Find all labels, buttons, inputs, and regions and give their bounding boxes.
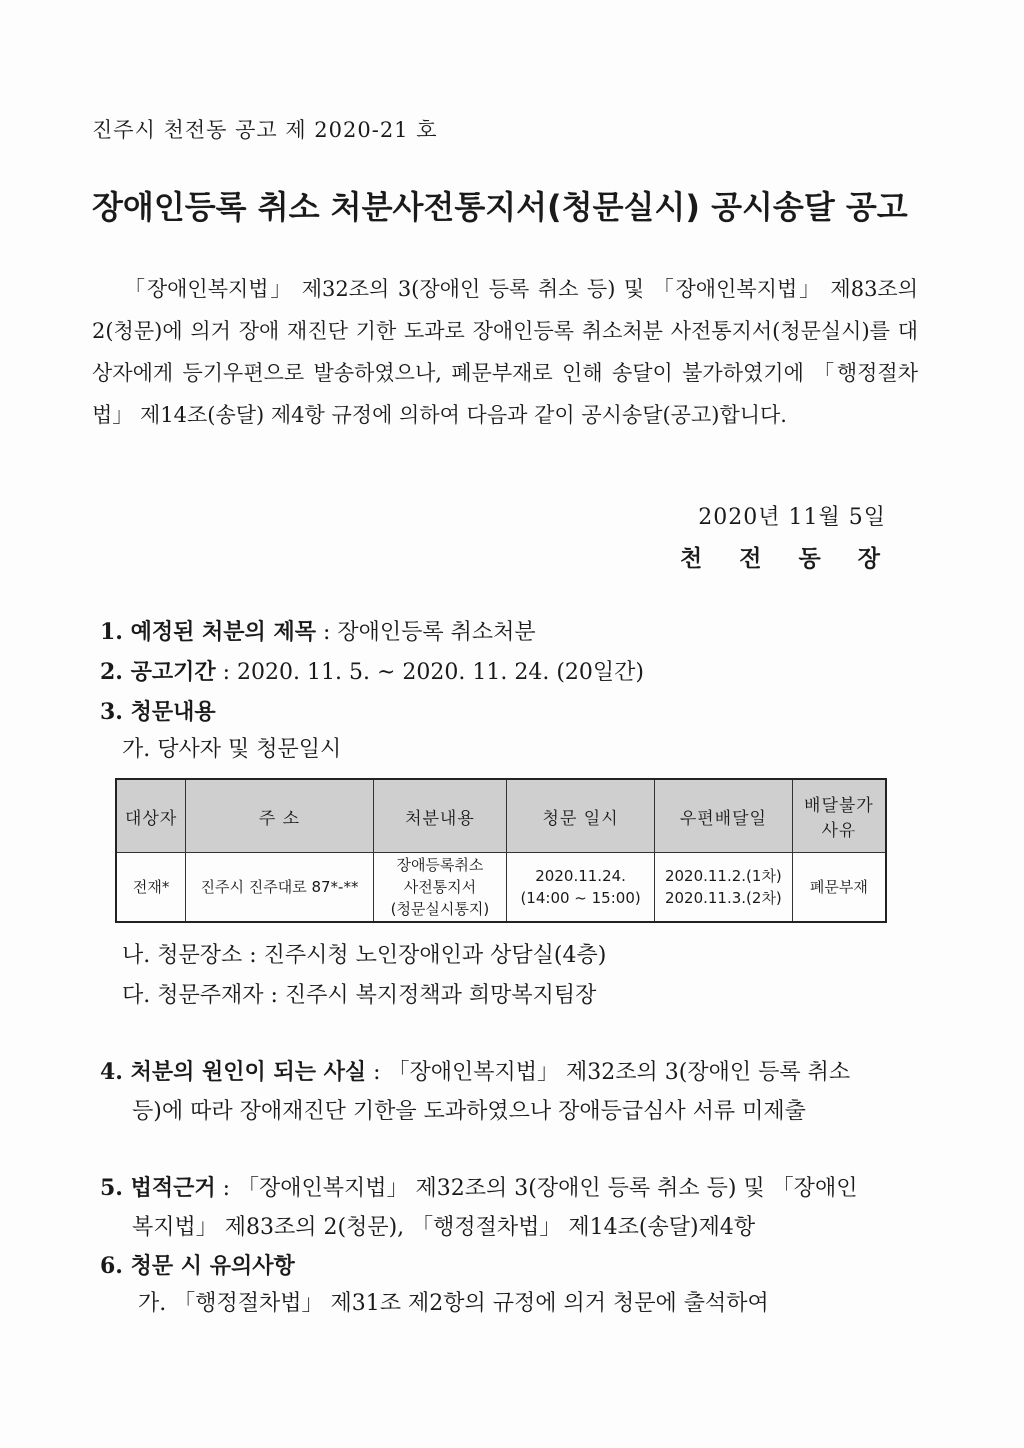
cell-datetime xyxy=(507,853,655,923)
signer-char: 전 xyxy=(739,545,762,572)
section-3-sub-b: 나. 청문장소 : 진주시청 노인장애인과 상담실(4층) xyxy=(122,943,607,968)
cell-mail-date xyxy=(654,853,792,923)
signer-char: 장 xyxy=(857,545,880,572)
header-datetime: 청문 일시 xyxy=(507,779,655,853)
section-4-label: 4. 처분의 원인이 되는 사실 xyxy=(100,1059,367,1085)
issue-date: 2020년 11월 5일 xyxy=(698,505,886,530)
header-address: 주 소 xyxy=(186,779,373,853)
intro-paragraph: 「장애인복지법」 제32조의 3(장애인 등록 취소 등) 및 「장애인복지법」 제83조의 2(청문)에 의거 장애 재진단 기한 도과로 장애인등록 취소처분 사전통지서(청문실시)를 대상자에게 등기우편으로 발송하였으나, 폐문부재로 인해 송달이 불가하였기에 「행정절차법」 제14조(송달) 제4항 규정에 의하여 다음과 같이 공시송달(공고)합니다. xyxy=(92,277,918,427)
intro-paragraph-block xyxy=(92,268,918,436)
section-5-label: 5. 법적근거 xyxy=(100,1175,216,1201)
notice-number: 진주시 천전동 공고 제 2020-21 호 xyxy=(92,118,438,142)
header-reason xyxy=(792,779,886,853)
section-2-value: : 2020. 11. 5. ~ 2020. 11. 24. (20일간) xyxy=(215,660,645,685)
signer-char: 동 xyxy=(798,545,821,572)
section-2 xyxy=(100,652,644,693)
cell-reason: 폐문부재 xyxy=(792,853,886,923)
cell-content xyxy=(373,853,507,923)
cell-datetime-line-2: (14:00 ~ 15:00) xyxy=(520,889,641,907)
section-6-label: 6. 청문 시 유의사항 xyxy=(100,1253,295,1279)
section-6 xyxy=(100,1246,295,1287)
section-1-value: : 장애인등록 취소처분 xyxy=(315,620,536,645)
header-reason-line-1: 배달불가 xyxy=(804,796,874,816)
section-5-continuation: 복지법」 제83조의 2(청문), 「행정절차법」 제14조(송달)제4항 xyxy=(132,1215,756,1240)
signer xyxy=(680,540,880,573)
signer-char: 천 xyxy=(680,545,703,572)
cell-mail-line-1: 2020.11.2.(1차) xyxy=(664,867,782,885)
cell-content-line-1: 장애등록취소 xyxy=(396,856,484,874)
section-2-label: 2. 공고기간 xyxy=(100,659,216,685)
section-1-label: 1. 예정된 처분의 제목 xyxy=(100,619,316,645)
section-3-label: 3. 청문내용 xyxy=(100,699,216,725)
section-5 xyxy=(100,1168,857,1209)
section-4-continuation: 등)에 따라 장애재진단 기한을 도과하였으나 장애등급심사 서류 미제출 xyxy=(132,1099,806,1124)
header-content: 처분내용 xyxy=(373,779,507,853)
table-row xyxy=(116,853,886,923)
section-4-value: : 「장애인복지법」 제32조의 3(장애인 등록 취소 xyxy=(366,1060,851,1085)
cell-content-line-3: (청문실시통지) xyxy=(390,900,490,918)
cell-datetime-line-1: 2020.11.24. xyxy=(535,867,626,885)
section-6-sub-a: 가. 「행정절차법」 제31조 제2항의 규정에 의거 청문에 출석하여 xyxy=(138,1291,769,1316)
section-3-sub-c: 다. 청문주재자 : 진주시 복지정책과 희망복지팀장 xyxy=(122,983,597,1008)
cell-mail-line-2: 2020.11.3.(2차) xyxy=(664,889,782,907)
section-5-value: : 「장애인복지법」 제32조의 3(장애인 등록 취소 등) 및 「장애인 xyxy=(215,1176,858,1201)
cell-address: 진주시 진주대로 87*-** xyxy=(186,853,373,923)
section-4 xyxy=(100,1052,850,1093)
cell-target: 전재* xyxy=(116,853,186,923)
section-3 xyxy=(100,692,216,733)
header-reason-line-2: 사유 xyxy=(821,821,857,841)
section-3-sub-a: 가. 당사자 및 청문일시 xyxy=(122,737,342,762)
document-title: 장애인등록 취소 처분사전통지서(청문실시) 공시송달 공고 xyxy=(92,188,908,226)
table-header-row xyxy=(116,779,886,853)
cell-content-line-2: 사전통지서 xyxy=(403,878,477,896)
header-target: 대상자 xyxy=(116,779,186,853)
section-1 xyxy=(100,612,536,653)
header-mail-date: 우편배달일 xyxy=(654,779,792,853)
hearing-table xyxy=(115,778,887,923)
